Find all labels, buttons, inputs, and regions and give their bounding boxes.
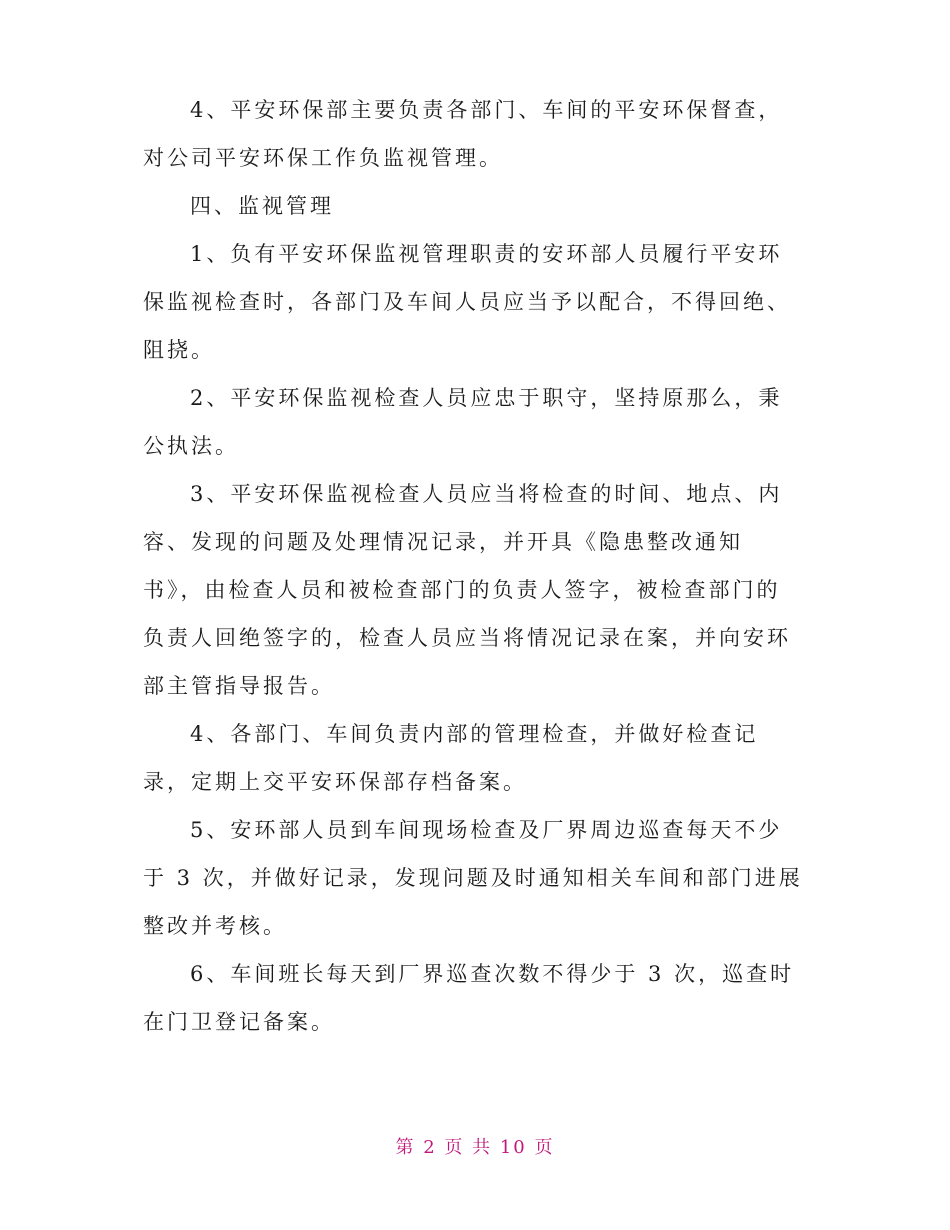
paragraph-line: 1、负有平安环保监视管理职责的安环部人员履行平安环 <box>190 242 783 266</box>
paragraph-line: 部主管指导报告。 <box>143 674 335 698</box>
paragraph-line: 5、安环部人员到车间现场检查及厂界周边巡查每天不少 <box>190 818 783 842</box>
paragraph-line: 对公司平安环保工作负监视管理。 <box>143 146 503 170</box>
paragraph-line: 于 3 次，并做好记录，发现问题及时通知相关车间和部门进展 <box>143 866 803 890</box>
page-number-footer: 第 2 页 共 10 页 <box>395 1137 555 1158</box>
paragraph-line: 保监视检查时，各部门及车间人员应当予以配合，不得回绝、 <box>143 290 791 314</box>
paragraph-line: 负责人回绝签字的，检查人员应当将情况记录在案，并向安环 <box>143 626 791 650</box>
paragraph-line: 阻挠。 <box>143 338 215 362</box>
paragraph-line: 公执法。 <box>143 434 239 458</box>
paragraph-line: 3、平安环保监视检查人员应当将检查的时间、地点、内 <box>190 482 783 506</box>
paragraph-line: 在门卫登记备案。 <box>143 1010 335 1034</box>
paragraph-line: 4、平安环保部主要负责各部门、车间的平安环保督查， <box>190 98 783 122</box>
section-heading: 四、监视管理 <box>190 194 334 218</box>
paragraph-line: 整改并考核。 <box>143 914 287 938</box>
paragraph-line: 6、车间班长每天到厂界巡查次数不得少于 3 次，巡查时 <box>190 962 795 986</box>
paragraph-line: 录，定期上交平安环保部存档备案。 <box>143 770 527 794</box>
paragraph-line: 书》，由检查人员和被检查部门的负责人签字，被检查部门的 <box>143 578 781 602</box>
paragraph-line: 4、各部门、车间负责内部的管理检查，并做好检查记 <box>190 722 759 746</box>
paragraph-line: 2、平安环保监视检查人员应忠于职守，坚持原那么，秉 <box>190 386 783 410</box>
paragraph-line: 容、发现的问题及处理情况记录，并开具《隐患整改通知 <box>143 530 743 554</box>
